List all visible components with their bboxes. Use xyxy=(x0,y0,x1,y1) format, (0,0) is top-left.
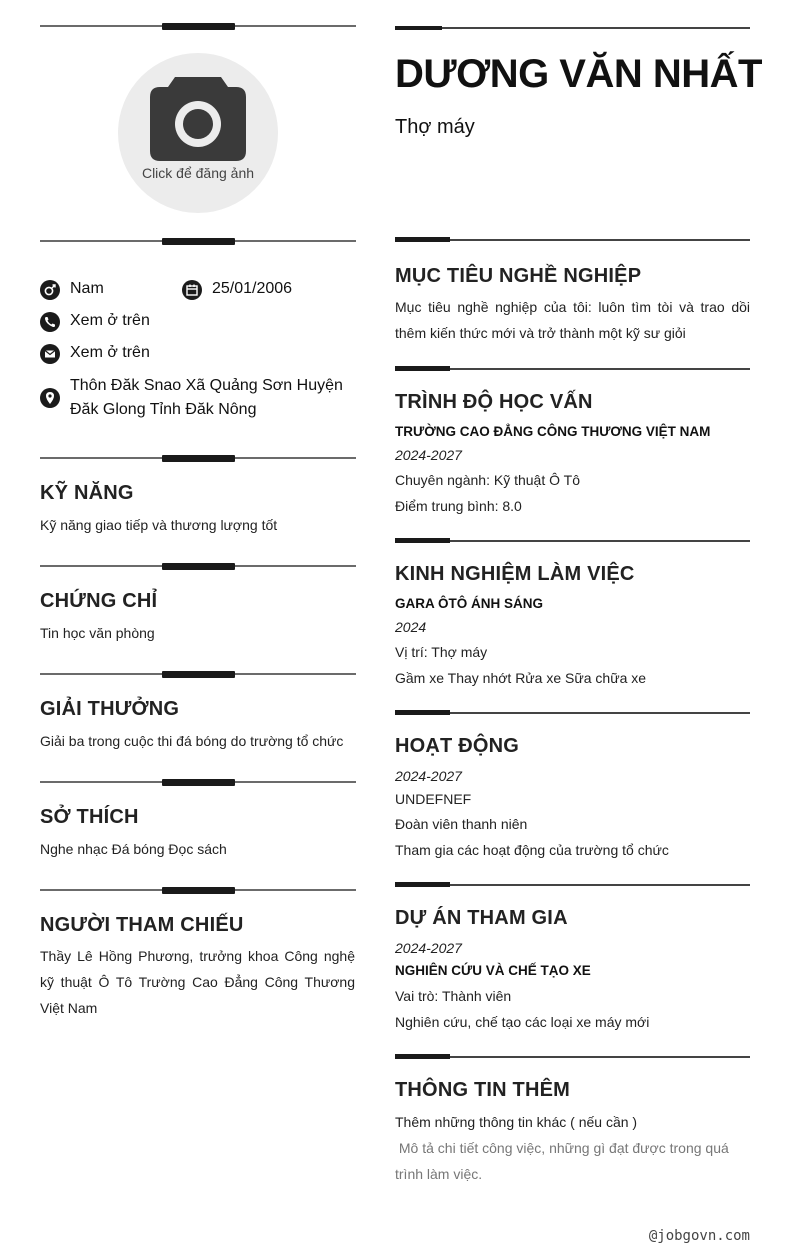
email-value: Xem ở trên xyxy=(70,344,150,361)
projects-name: NGHIÊN CỨU VÀ CHẾ TẠO XE xyxy=(395,963,591,978)
hobbies-heading: SỞ THÍCH xyxy=(40,806,139,828)
divider xyxy=(40,779,356,786)
certificates-heading: CHỨNG CHỈ xyxy=(40,590,158,612)
photo-label: Click để đăng ảnh xyxy=(141,165,255,181)
education-school: TRƯỜNG CAO ĐẲNG CÔNG THƯƠNG VIỆT NAM xyxy=(395,424,711,439)
education-major: Chuyên ngành: Kỹ thuật Ô Tô xyxy=(395,472,580,488)
gender-icon xyxy=(40,280,60,300)
divider xyxy=(40,238,356,245)
references-text: Thầy Lê Hồng Phương, trưởng khoa Công nghệ kỹ thuật Ô Tô Trường Cao Đẳng Công Thương Việt Nam xyxy=(40,948,355,1016)
objective-text: Mục tiêu nghề nghiệp của tôi: luôn tìm tòi và trao dồi thêm kiến thức mới và trở thành một kỹ sư giỏi xyxy=(395,299,750,341)
location-icon xyxy=(40,388,60,408)
certificates-text: Tin học văn phòng xyxy=(40,625,155,641)
email-icon xyxy=(40,344,60,364)
address-value: Thôn Đăk Snao Xã Quảng Sơn Huyện Đăk Glong Tỉnh Đăk Nông xyxy=(70,377,343,418)
activities-heading: HOẠT ĐỘNG xyxy=(395,735,520,757)
divider xyxy=(395,882,750,888)
projects-desc: Nghiên cứu, chế tạo các loại xe máy mới xyxy=(395,1014,650,1030)
camera-icon xyxy=(118,53,278,213)
skills-text: Kỹ năng giao tiếp và thương lượng tốt xyxy=(40,517,278,533)
activities-org: UNDEFNEF xyxy=(395,791,472,807)
experience-period: 2024 xyxy=(395,619,427,635)
divider xyxy=(40,671,356,678)
experience-tasks: Gầm xe Thay nhớt Rửa xe Sữa chữa xe xyxy=(395,670,647,686)
activities-role: Đoàn viên thanh niên xyxy=(395,816,528,832)
divider xyxy=(395,1054,750,1060)
awards-text: Giải ba trong cuộc thi đá bóng do trường tổ chức xyxy=(40,733,344,749)
divider xyxy=(40,455,356,462)
divider xyxy=(395,237,750,243)
divider xyxy=(40,563,356,570)
skills-heading: KỸ NĂNG xyxy=(40,482,134,504)
references-heading: NGƯỜI THAM CHIẾU xyxy=(40,914,244,936)
extra-line2: Mô tả chi tiết công việc, những gì đạt được trong quá trình làm việc. xyxy=(395,1140,733,1182)
divider xyxy=(395,538,750,544)
education-period: 2024-2027 xyxy=(395,447,462,463)
projects-period: 2024-2027 xyxy=(395,940,462,956)
footer-watermark: @jobgovn.com xyxy=(648,1228,750,1244)
projects-role: Vai trò: Thành viên xyxy=(395,988,512,1004)
divider xyxy=(40,887,356,894)
extra-heading: THÔNG TIN THÊM xyxy=(395,1079,571,1101)
avatar-upload[interactable] xyxy=(118,53,278,213)
education-gpa: Điểm trung bình: 8.0 xyxy=(395,498,522,514)
objective-heading: MỤC TIÊU NGHỀ NGHIỆP xyxy=(395,265,642,287)
education-heading: TRÌNH ĐỘ HỌC VẤN xyxy=(395,391,593,413)
divider xyxy=(395,26,750,32)
job-title: Thợ máy xyxy=(395,116,475,138)
candidate-name: DƯƠNG VĂN NHẤT xyxy=(395,52,762,96)
experience-heading: KINH NGHIỆM LÀM VIỆC xyxy=(395,563,635,585)
phone-icon xyxy=(40,312,60,332)
awards-heading: GIẢI THƯỞNG xyxy=(40,698,180,720)
projects-heading: DỰ ÁN THAM GIA xyxy=(395,907,568,929)
extra-line1: Thêm những thông tin khác ( nếu cần ) xyxy=(395,1114,638,1130)
birthday-value: 25/01/2006 xyxy=(212,280,293,297)
experience-company: GARA ÔTÔ ÁNH SÁNG xyxy=(395,596,543,611)
divider xyxy=(395,366,750,372)
experience-position: Vị trí: Thợ máy xyxy=(395,644,488,660)
activities-period: 2024-2027 xyxy=(395,768,462,784)
phone-value: Xem ở trên xyxy=(70,312,150,329)
hobbies-text: Nghe nhạc Đá bóng Đọc sách xyxy=(40,841,227,857)
activities-desc: Tham gia các hoạt động của trường tổ chức xyxy=(395,842,669,858)
gender-value: Nam xyxy=(70,280,104,297)
calendar-icon xyxy=(182,280,202,300)
divider xyxy=(40,23,356,30)
divider xyxy=(395,710,750,716)
